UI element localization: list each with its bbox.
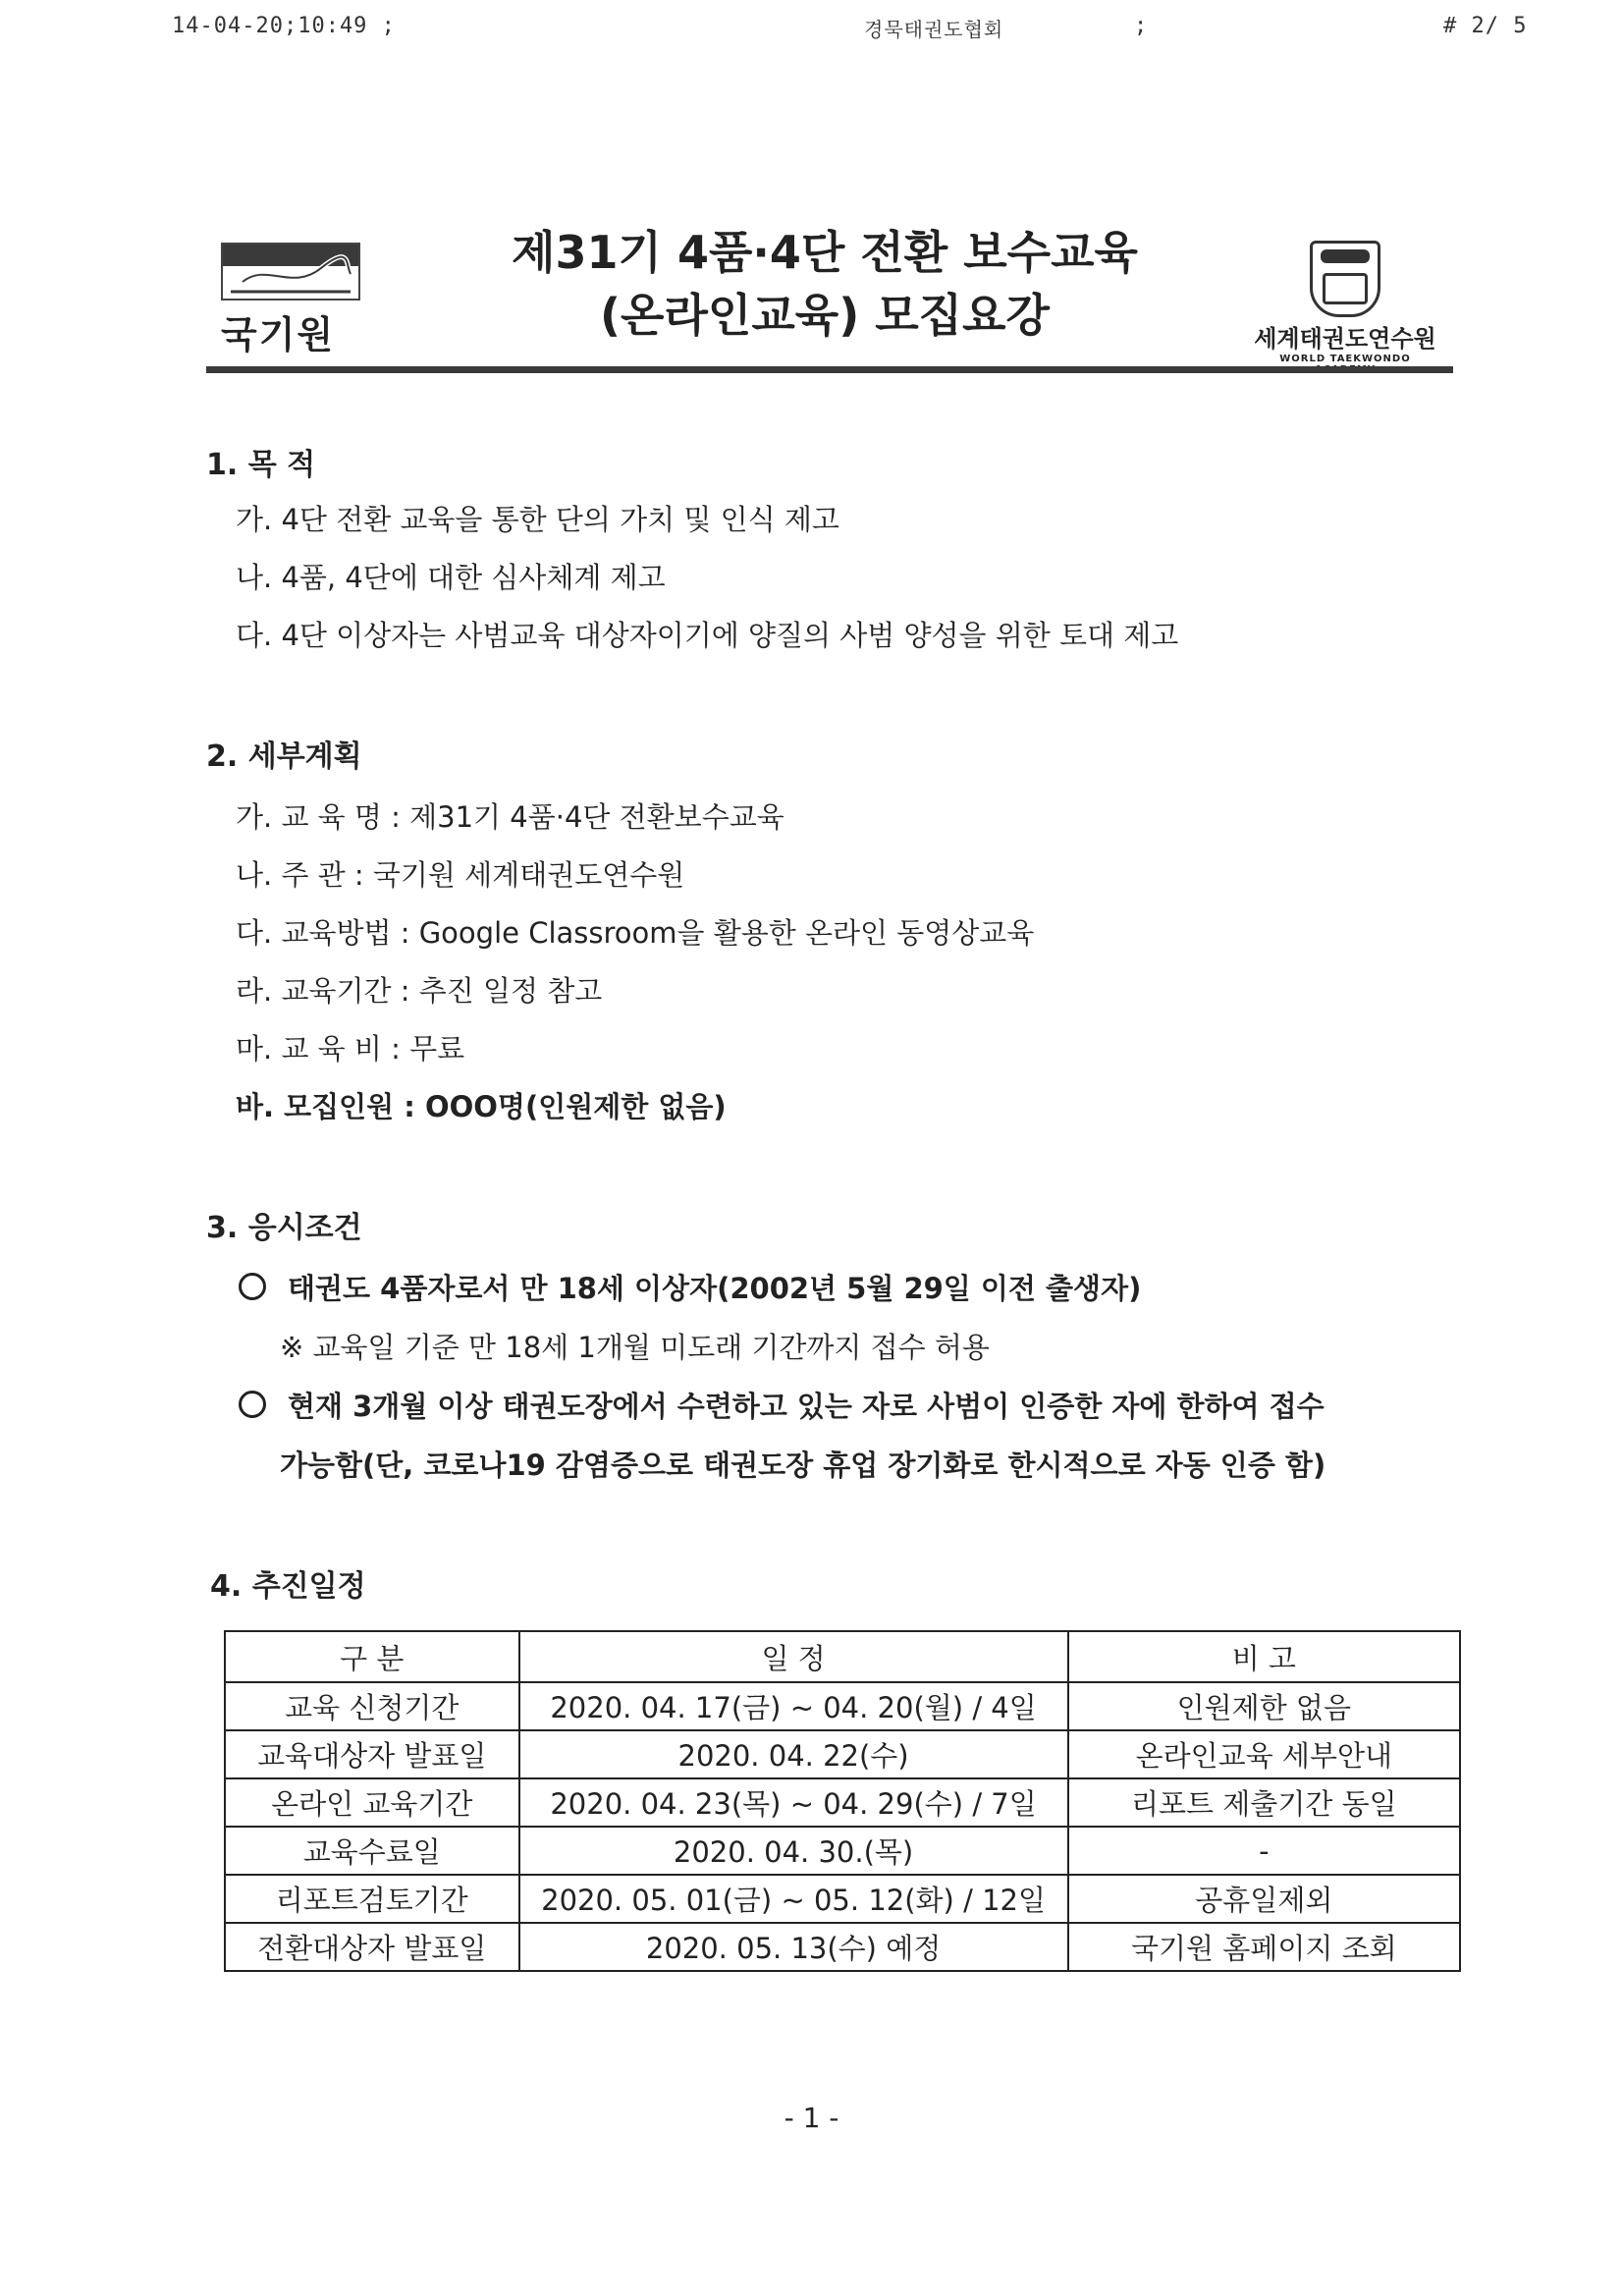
wta-logo-label: 세계태권도연수원 <box>1254 325 1436 353</box>
table-row <box>225 1730 1460 1778</box>
condition-2-text: 현재 3개월 이상 태권도장에서 수련하고 있는 자로 사범이 인증한 자에 한하여 접수 <box>288 1390 1325 1423</box>
page-number: - 1 - <box>784 2102 839 2134</box>
table-cell: 2020. 04. 23(목) ~ 04. 29(수) / 7일 <box>519 1778 1068 1827</box>
schedule-table <box>224 1630 1461 1972</box>
section-2-item: 마. 교 육 비 : 무료 <box>236 1032 465 1066</box>
section-2-heading: 2. 세부계획 <box>206 739 362 774</box>
document-title <box>442 221 1208 347</box>
table-cell: 인원제한 없음 <box>1068 1682 1460 1730</box>
section-1-item: 가. 4단 전환 교육을 통한 단의 가치 및 인식 제고 <box>236 503 839 536</box>
wta-shield-icon <box>1310 241 1380 317</box>
wta-logo-subtitle: WORLD TAEKWONDO <box>1279 354 1411 364</box>
section-2-item: 다. 교육방법 : Google Classroom을 활용한 온라인 동영상교육 <box>236 916 1035 950</box>
table-header-row <box>225 1631 1460 1682</box>
condition-1-note: ※ 교육일 기준 만 18세 1개월 미도래 기간까지 접수 허용 <box>280 1331 990 1364</box>
table-row <box>225 1827 1460 1875</box>
section-1-heading: 1. 목 적 <box>206 448 316 482</box>
section-2-item: 나. 주 관 : 국기원 세계태권도연수원 <box>236 858 685 892</box>
section-2-item: 라. 교육기간 : 추진 일정 참고 <box>236 974 603 1008</box>
table-cell: 2020. 04. 22(수) <box>519 1730 1068 1778</box>
condition-2 <box>239 1385 1325 1425</box>
table-cell: 국기원 홈페이지 조회 <box>1068 1923 1460 1971</box>
section-2-item: 바. 모집인원 : OOO명(인원제한 없음) <box>236 1090 727 1123</box>
table-row <box>225 1778 1460 1827</box>
wta-logo <box>1247 241 1443 375</box>
table-cell: 전환대상자 발표일 <box>225 1923 519 1971</box>
fax-page-count: # 2/ 5 <box>1443 14 1528 38</box>
section-2-item: 가. 교 육 명 : 제31기 4품·4단 전환보수교육 <box>236 800 784 834</box>
fax-separator: ; <box>1134 14 1149 38</box>
header-divider <box>206 366 1453 373</box>
table-cell: 온라인교육 세부안내 <box>1068 1730 1460 1778</box>
condition-1 <box>239 1267 1141 1307</box>
section-3-heading: 3. 응시조건 <box>206 1211 362 1245</box>
table-cell: 리포트 제출기간 동일 <box>1068 1778 1460 1827</box>
bullet-circle-icon <box>239 1273 266 1300</box>
table-cell: - <box>1068 1827 1460 1875</box>
kukkiwon-logo-label: 국기원 <box>221 313 336 356</box>
table-cell: 리포트검토기간 <box>225 1875 519 1923</box>
kukkiwon-logo <box>221 243 368 358</box>
table-cell: 교육대상자 발표일 <box>225 1730 519 1778</box>
section-4-heading: 4. 추진일정 <box>210 1569 366 1604</box>
section-1-item: 다. 4단 이상자는 사범교육 대상자이기에 양질의 사범 양성을 위한 토대 제고 <box>236 619 1179 652</box>
section-1-item: 나. 4품, 4단에 대한 심사체계 제고 <box>236 561 666 594</box>
title-line-1: 제31기 4품·4단 전환 보수교육 <box>512 226 1138 279</box>
bullet-circle-icon <box>239 1391 266 1418</box>
column-header: 비 고 <box>1068 1631 1460 1682</box>
table-cell: 2020. 04. 30.(목) <box>519 1827 1068 1875</box>
table-cell: 교육 신청기간 <box>225 1682 519 1730</box>
table-cell: 2020. 05. 01(금) ~ 05. 12(화) / 12일 <box>519 1875 1068 1923</box>
title-line-2: (온라인교육) 모집요강 <box>600 289 1050 342</box>
table-cell: 교육수료일 <box>225 1827 519 1875</box>
fax-timestamp: 14-04-20;10:49 ; <box>172 14 396 38</box>
column-header: 일 정 <box>519 1631 1068 1682</box>
table-cell: 2020. 04. 17(금) ~ 04. 20(월) / 4일 <box>519 1682 1068 1730</box>
table-row <box>225 1923 1460 1971</box>
table-row <box>225 1682 1460 1730</box>
column-header: 구 분 <box>225 1631 519 1682</box>
table-cell: 2020. 05. 13(수) 예정 <box>519 1923 1068 1971</box>
table-row <box>225 1875 1460 1923</box>
condition-2-continued: 가능함(단, 코로나19 감염증으로 태권도장 휴업 장기화로 한시적으로 자동 인증 함) <box>280 1449 1326 1482</box>
kukkiwon-emblem-icon <box>221 243 360 301</box>
table-cell: 공휴일제외 <box>1068 1875 1460 1923</box>
fax-sender: 경묵태권도협회 <box>864 18 1004 41</box>
document-header <box>206 221 1453 378</box>
table-cell: 온라인 교육기간 <box>225 1778 519 1827</box>
condition-1-text: 태권도 4품자로서 만 18세 이상자(2002년 5월 29일 이전 출생자) <box>288 1272 1142 1305</box>
